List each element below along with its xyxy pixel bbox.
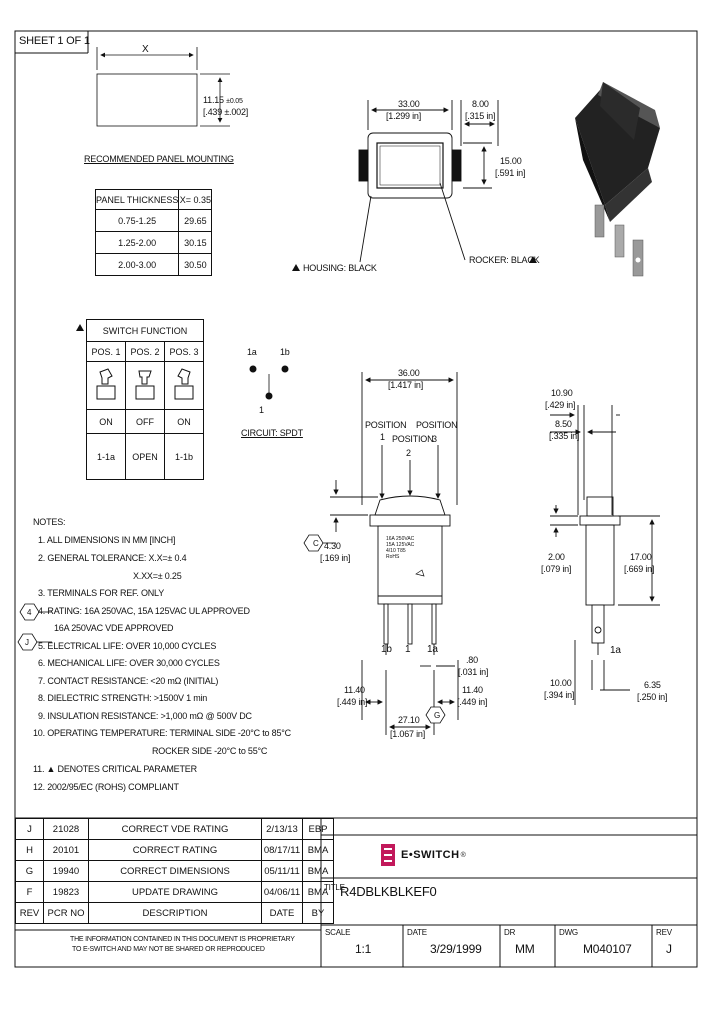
- left-in: [.449 in]: [337, 697, 368, 707]
- top-width-in: [1.299 in]: [386, 111, 422, 121]
- flag-4: 4: [27, 608, 32, 617]
- top-depth-in: [.315 in]: [465, 111, 496, 121]
- scale-value: 1:1: [355, 942, 372, 956]
- pos3-num: 3: [432, 434, 437, 444]
- front-width-mm: 36.00: [398, 368, 420, 378]
- term-dim-mm: .80: [466, 655, 478, 665]
- revision-table: J 21028 CORRECT VDE RATING 2/13/13 EBP H 20101 CORRECT RATING 08/17/11 BMA G 19940 CORRECT DIMENSIONS 05/11/11 BMA F 19823 UPDATE DRAWING 04/06/11 BMA REV PCR NO DESCRIPTION DATE BY: [15, 818, 334, 924]
- circuit-label: CIRCUIT: SPDT: [241, 428, 303, 438]
- side-w2-mm: 8.50: [555, 419, 572, 429]
- term-dim-in: [.031 in]: [458, 667, 489, 677]
- pos2-num: 2: [406, 448, 411, 458]
- date-label: DATE: [407, 928, 427, 937]
- pitch-in: [1.067 in]: [390, 729, 426, 739]
- panel-height-dim: 11.15 ±0.05: [203, 95, 243, 105]
- brand-name: E•SWITCH: [401, 849, 460, 861]
- pos1-num: 1: [380, 432, 385, 442]
- rev-label: REV: [656, 928, 672, 937]
- callout-c: C: [313, 539, 319, 548]
- housing-label: HOUSING: BLACK: [303, 263, 377, 273]
- pos2-rocker-icon: [126, 362, 165, 410]
- left-mm: 11.40: [344, 685, 365, 695]
- rocker-label: ROCKER: BLACK: [469, 255, 540, 265]
- date-value: 3/29/1999: [430, 942, 482, 956]
- top-height-mm: 15.00: [500, 156, 522, 166]
- dwg-value: M040107: [583, 942, 632, 956]
- side-t1-mm: 10.00: [550, 678, 572, 688]
- pos3-label: POSITION: [416, 420, 458, 430]
- side-h1-in: [.079 in]: [541, 564, 572, 574]
- side-h2-in: [.669 in]: [624, 564, 655, 574]
- callout-g: G: [434, 711, 441, 720]
- part-number: R4DBLKBLKEF0: [340, 884, 437, 899]
- front-h-mm: 4.30: [324, 541, 341, 551]
- term-1a: 1a: [427, 644, 438, 655]
- switch-function-table: SWITCH FUNCTION POS. 1 POS. 2 POS. 3 ON OFF ON 1-1a OPEN 1-1b: [86, 319, 204, 480]
- panel-x-label: X: [142, 44, 149, 55]
- side-t2-mm: 6.35: [644, 680, 661, 690]
- right-mm: 11.40: [462, 685, 483, 695]
- panel-table: PANEL THICKNESS X= 0.35 0.75-1.25 29.65 1.25-2.00 30.15 2.00-3.00 30.50: [95, 189, 212, 276]
- circuit-1a: 1a: [247, 347, 257, 357]
- pos1-rocker-icon: [87, 362, 126, 410]
- term-1: 1: [405, 644, 411, 655]
- top-view-drawing: [359, 100, 498, 262]
- circuit-diagram: [250, 366, 288, 399]
- proprietary-line-2: TO E-SWITCH AND MAY NOT BE SHARED OR REPRODUCED: [72, 946, 265, 953]
- sheet-label: SHEET 1 OF 1: [19, 35, 90, 47]
- proprietary-line-1: THE INFORMATION CONTAINED IN THIS DOCUMENT IS PROPRIETARY: [70, 936, 295, 943]
- scale-label: SCALE: [325, 928, 351, 937]
- top-depth-mm: 8.00: [472, 99, 489, 109]
- panel-title: RECOMMENDED PANEL MOUNTING: [84, 154, 234, 164]
- side-w2-in: [.335 in]: [549, 431, 580, 441]
- dwg-label: DWG: [559, 928, 578, 937]
- side-h2-mm: 17.00: [630, 552, 652, 562]
- rev-value: J: [666, 942, 672, 956]
- side-t2-in: [.250 in]: [637, 692, 668, 702]
- brand-logo: [381, 844, 466, 866]
- side-w1-in: [.429 in]: [545, 400, 576, 410]
- body-recycle-icon: [416, 570, 424, 576]
- side-w1-mm: 10.90: [551, 388, 573, 398]
- dr-label: DR: [504, 928, 516, 937]
- term-1b: 1b: [381, 644, 392, 655]
- top-height-in: [.591 in]: [495, 168, 526, 178]
- rocker-3d-image: [575, 82, 660, 276]
- right-in: [.449 in]: [457, 697, 488, 707]
- front-h-in: [.169 in]: [320, 553, 351, 563]
- top-width-mm: 33.00: [398, 99, 420, 109]
- circuit-1: 1: [259, 405, 264, 415]
- e-switch-logo-icon: [381, 844, 395, 866]
- panel-height-inch: [.439 ±.002]: [203, 107, 249, 117]
- pos1-label: POSITION: [365, 420, 407, 430]
- body-markings: 16A 250VAC 15A 125VAC 4/10 T85 RoHS: [386, 536, 415, 560]
- flag-j: J: [25, 638, 29, 647]
- pos3-rocker-icon: [165, 362, 204, 410]
- side-h1-mm: 2.00: [548, 552, 565, 562]
- side-t1-in: [.394 in]: [544, 690, 575, 700]
- side-term-label: 1a: [610, 645, 621, 656]
- pitch-mm: 27.10: [398, 715, 420, 725]
- circuit-1b: 1b: [280, 347, 290, 357]
- title-label: TITLE: [324, 883, 345, 892]
- dr-value: MM: [515, 942, 535, 956]
- brand-reg: ®: [460, 851, 466, 859]
- pos2-label: POSITION: [392, 434, 434, 444]
- front-width-in: [1.417 in]: [388, 380, 424, 390]
